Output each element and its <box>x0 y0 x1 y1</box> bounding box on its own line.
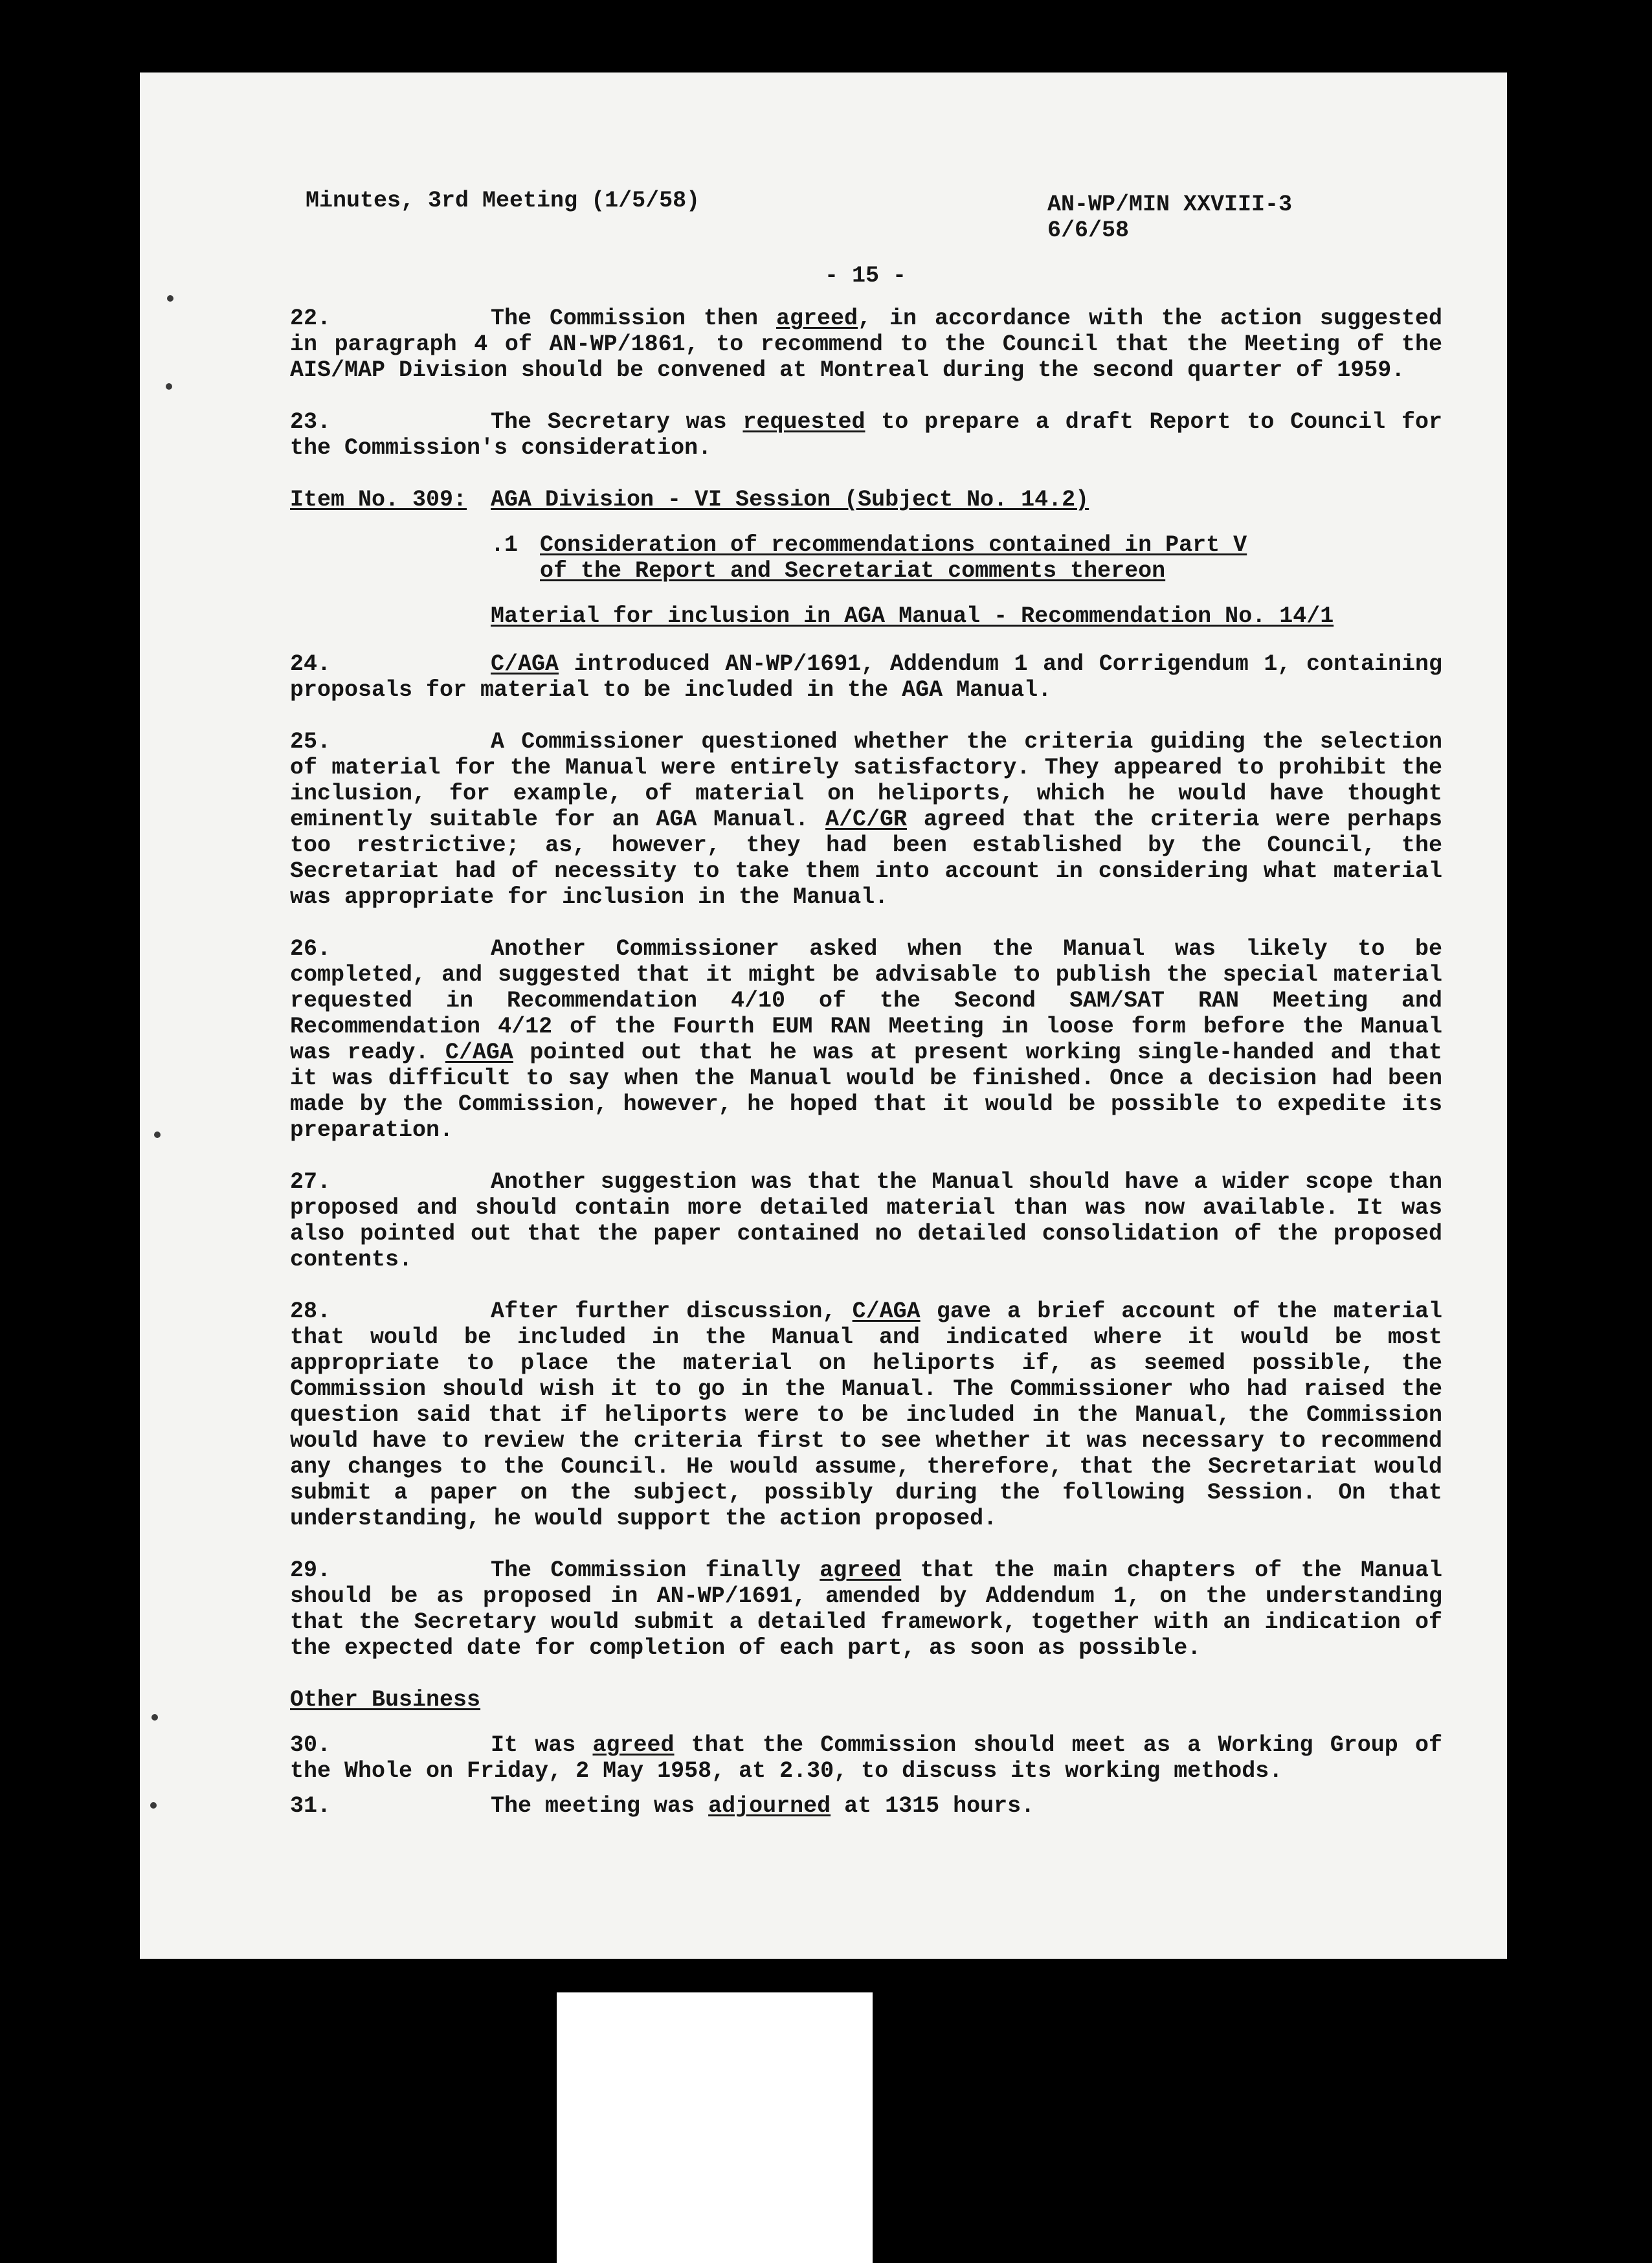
paragraph-text: , in accordance with the action suggested in paragraph 4 of AN-WP/1861, to recommend to the Council that the Meeting of the AIS/MAP Division should be convened at Montreal during the second quarter of 1959. <box>290 306 1443 383</box>
paragraph-22 <box>290 306 1442 383</box>
paragraph-text: The Secretary was <box>491 409 743 435</box>
scan-speck <box>167 295 173 302</box>
scan-speck <box>150 1802 157 1809</box>
paragraph-number: 27. <box>290 1169 331 1195</box>
paragraph-text: The meeting was <box>491 1793 709 1819</box>
paragraph-text: that the Commission should meet as a Working Group of the Whole on Friday, 2 May 1958, at 2.30, to discuss its working methods. <box>290 1732 1442 1784</box>
underlined-term: adjourned <box>708 1793 831 1819</box>
header-minutes-reference: Minutes, 3rd Meeting (1/5/58) <box>306 188 700 214</box>
underlined-term: C/AGA <box>445 1040 513 1065</box>
sub-item-heading <box>491 532 1442 584</box>
paragraph-text: It was <box>491 1732 593 1758</box>
paragraph-number: 30. <box>290 1732 331 1758</box>
underlined-term: agreed <box>820 1557 902 1583</box>
paragraph-text: gave a brief account of the material that would be included in the Manual and indicated where it would be most appropriate to place the material on heliports if, as seemed possible, the Commission should wish it to go in the Manual. The Commissioner who had raised the question said that if heliports were to be included in the Manual, the Commission would have to review the criteria first to see whether it was necessary to recommend any changes to the Council. He would assume, therefore, that the Secretariat would submit a paper on the subject, possibly during the following Session. On that understanding, he would support the action proposed. <box>290 1299 1442 1532</box>
paragraph-text: to prepare a draft Report to Council for the Commission's consideration. <box>290 409 1442 461</box>
scan-speck <box>151 1714 158 1721</box>
paragraph-number: 28. <box>290 1299 331 1324</box>
underlined-term: agreed <box>776 306 858 331</box>
paragraph-number: 31. <box>290 1793 331 1819</box>
page-number: - 15 - <box>824 263 907 289</box>
document-body <box>290 306 1442 1845</box>
section-heading-material: Material for inclusion in AGA Manual - Recommendation No. 14/1 <box>491 603 1334 629</box>
paragraph-27 <box>290 1169 1442 1273</box>
paragraph-23 <box>290 409 1442 461</box>
paragraph-text: A Commissioner questioned whether the criteria guiding the selection of material for the Manual were entirely satisfactory. They appeared to prohibit the inclusion, for example, of material on heliports, which he would have thought eminently suitable for an AGA Manual. <box>290 729 1442 832</box>
underlined-term: C/AGA <box>852 1299 921 1324</box>
paragraph-24 <box>290 651 1442 703</box>
underlined-term: agreed <box>592 1732 675 1758</box>
paragraph-25 <box>290 729 1442 910</box>
paragraph-text: Another suggestion was that the Manual should have a wider scope than proposed and should contain more detailed material than was now available. It was also pointed out that the paper contained no detailed consolidation of the proposed contents. <box>290 1169 1442 1273</box>
paragraph-number: 25. <box>290 729 331 755</box>
paragraph-number: 29. <box>290 1557 331 1583</box>
header-document-code: AN-WP/MIN XXVIII-3 <box>1047 192 1293 217</box>
paragraph-text: Another Commissioner asked when the Manual was likely to be completed, and suggested that it might be advisable to publish the special material requested in Recommendation 4/10 of the Second SAM/SAT RAN Meeting and Recommendation 4/12 of the Fourth EUM RAN Meeting in loose form before the Manual was ready. <box>290 936 1442 1065</box>
paragraph-30 <box>290 1732 1442 1784</box>
paragraph-text: introduced AN-WP/1691, Addendum 1 and Corrigendum 1, containing proposals for material to be included in the AGA Manual. <box>290 651 1442 703</box>
paragraph-number: 24. <box>290 651 331 677</box>
blank-label-box <box>557 1992 873 2263</box>
paragraph-number: 23. <box>290 409 331 435</box>
paragraph-text: that the main chapters of the Manual should be as proposed in AN-WP/1691, amended by Addendum 1, on the understanding that the Secretary would submit a detailed framework, together with an indication of the expected date for completion of each part, as soon as possible. <box>290 1557 1442 1661</box>
underlined-term: C/AGA <box>491 651 559 677</box>
header-document-reference <box>1047 192 1410 243</box>
sub-item-title: Consideration of recommendations contained in Part V of the Report and Secretariat comments thereon <box>540 532 1247 584</box>
paragraph-31 <box>290 1793 1442 1819</box>
paragraph-number: 26. <box>290 936 331 962</box>
section-heading-other-business: Other Business <box>290 1687 481 1713</box>
underlined-term: requested <box>742 409 865 435</box>
document-page <box>140 72 1507 1959</box>
paragraph-text: pointed out that he was at present working single-handed and that it was difficult to say when the Manual would be finished. Once a decision had been made by the Commission, however, he hoped that it would be possible to expedite its preparation. <box>290 1040 1442 1143</box>
agenda-item-title: AGA Division - VI Session (Subject No. 14.2) <box>491 487 1089 513</box>
paragraph-text: at 1315 hours. <box>831 1793 1035 1819</box>
paragraph-text: The Commission finally <box>491 1557 820 1583</box>
paragraph-26 <box>290 936 1442 1143</box>
underlined-term: A/C/GR <box>825 807 908 832</box>
paragraph-28 <box>290 1299 1442 1532</box>
scan-speck <box>166 383 172 390</box>
agenda-item-heading <box>290 487 1442 513</box>
paragraph-text: The Commission then <box>491 306 776 331</box>
paragraph-text: After further discussion, <box>491 1299 853 1324</box>
paragraph-29 <box>290 1557 1442 1661</box>
scan-speck <box>154 1132 161 1138</box>
paragraph-text: agreed that the criteria were perhaps too restrictive; as, however, they had been established by the Council, the Secretariat had of necessity to take them into account in considering what material was appropriate for inclusion in the Manual. <box>290 807 1442 910</box>
sub-item-number: .1 <box>491 532 519 558</box>
agenda-item-label: Item No. 309: <box>290 487 467 513</box>
paragraph-number: 22. <box>290 306 331 331</box>
header-document-date: 6/6/58 <box>1047 217 1130 243</box>
